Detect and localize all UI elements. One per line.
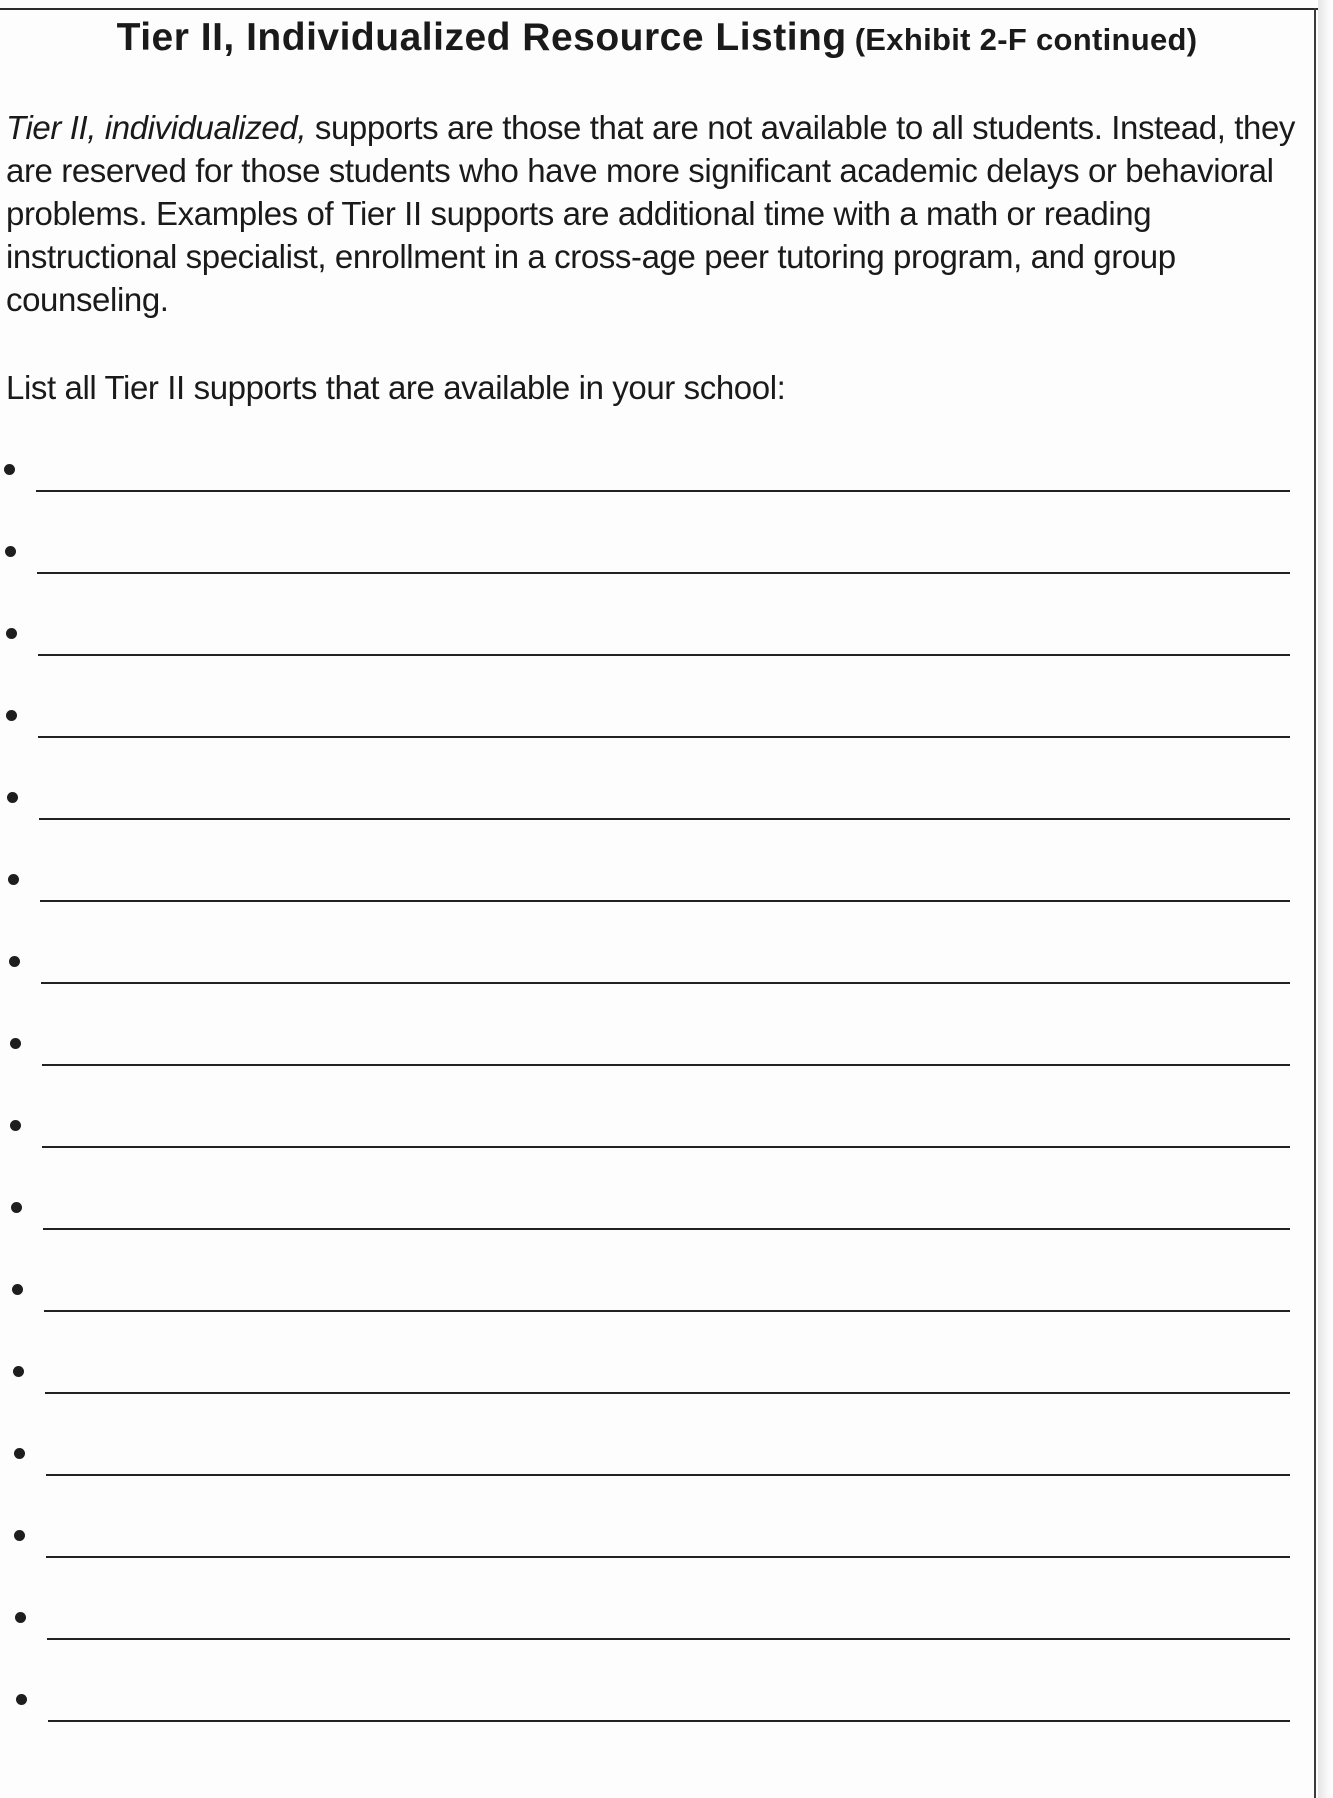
right-border-rule [1314, 8, 1316, 1798]
list-bullet [10, 1038, 21, 1049]
answer-blank-line[interactable] [44, 1310, 1290, 1312]
title-subtitle: (Exhibit 2-F continued) [854, 22, 1198, 57]
answer-blank-line[interactable] [37, 572, 1290, 574]
list-bullet [8, 874, 19, 885]
list-bullet [9, 956, 20, 967]
list-bullet [10, 1120, 21, 1131]
list-bullet [6, 628, 17, 639]
answer-blank-line[interactable] [47, 1638, 1290, 1640]
answer-blank-line[interactable] [42, 1064, 1290, 1066]
intro-lead-italic: Tier II, individualized, [6, 109, 307, 146]
answer-blank-line[interactable] [39, 818, 1290, 820]
page-edge-shadow [1318, 0, 1333, 1798]
title-main: Tier II, Individualized Resource Listing [116, 16, 847, 59]
answer-blank-line[interactable] [42, 1146, 1290, 1148]
answer-blank-line[interactable] [46, 1474, 1290, 1476]
answer-blank-line[interactable] [41, 982, 1290, 984]
list-bullet [4, 464, 15, 475]
intro-body: supports are those that are not available to all students. Instead, they are reserved for those students who have more significant academic delays or behavioral problems. Examples of Tier II supports are additional time with a math or reading instructional specialist, enrollment in a cross-age peer tutoring program, and group counseling. [6, 109, 1296, 318]
answer-blank-line[interactable] [46, 1556, 1290, 1558]
list-bullet [16, 1694, 27, 1705]
list-bullet [11, 1202, 22, 1213]
answer-blank-line[interactable] [38, 736, 1290, 738]
list-bullet [6, 710, 17, 721]
answer-blank-line[interactable] [40, 900, 1290, 902]
list-bullet [15, 1612, 26, 1623]
answer-blank-line[interactable] [43, 1228, 1290, 1230]
answer-blank-line[interactable] [48, 1720, 1290, 1722]
list-bullet [12, 1284, 23, 1295]
list-bullet [14, 1448, 25, 1459]
list-bullet [13, 1366, 24, 1377]
list-bullet [14, 1530, 25, 1541]
list-prompt: List all Tier II supports that are available in your school: [6, 369, 786, 406]
answer-blank-line[interactable] [36, 490, 1290, 492]
list-bullet [5, 546, 16, 557]
answer-blank-line[interactable] [38, 654, 1290, 656]
answer-blank-line[interactable] [45, 1392, 1290, 1394]
list-bullet [7, 792, 18, 803]
